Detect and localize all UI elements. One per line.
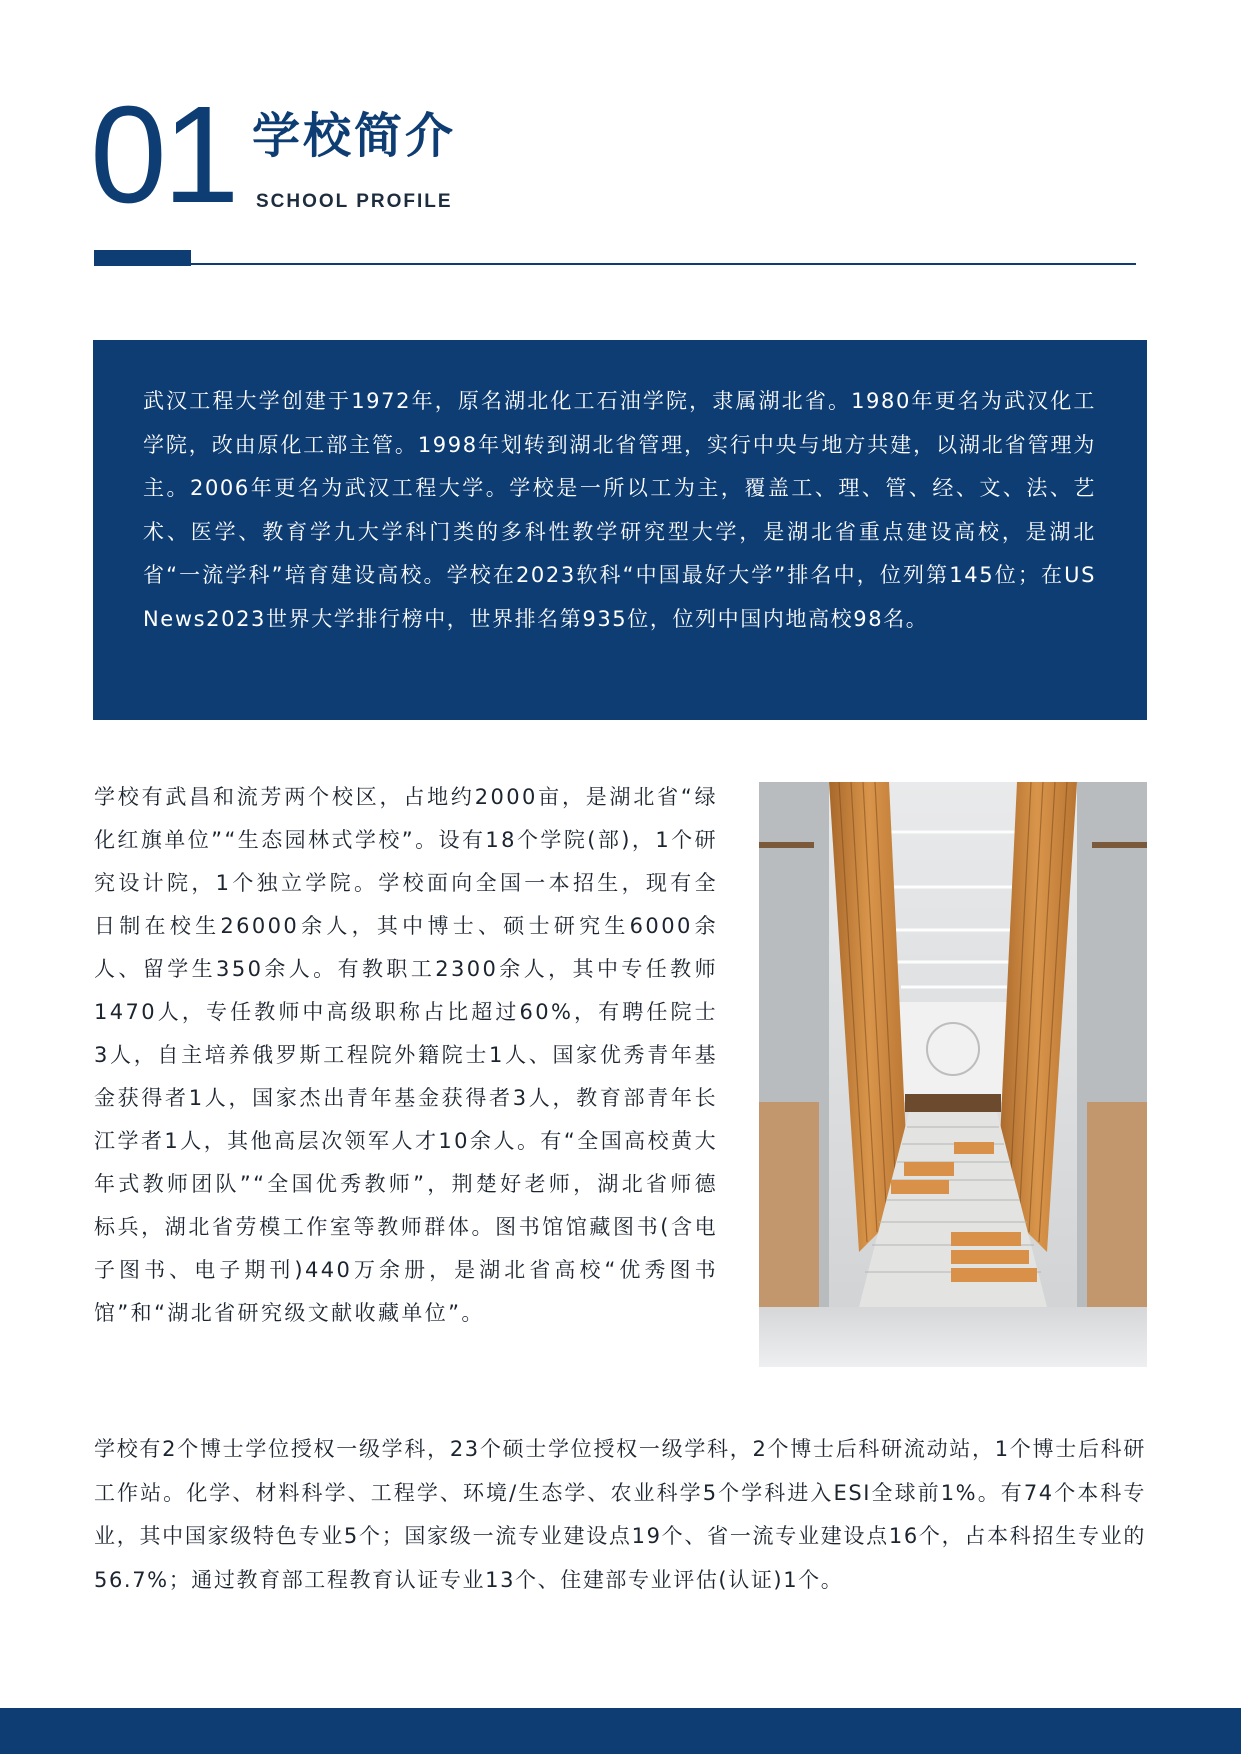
disciplines-paragraph: 学校有2个博士学位授权一级学科，23个硕士学位授权一级学科，2个博士后科研流动站，1个博士后科研工作站。化学、材料科学、工程学、环境/生态学、农业科学5个学科进入ESI全球前1%。有74个本科专业，其中国家级特色专业5个；国家级一流专业建设点19个、省一流专业建设点16个，占本科招生专业的56.7%；通过教育部工程教育认证专业13个、住建部专业评估(认证)1个。	[94, 1437, 1146, 1592]
campus-paragraph: 学校有武昌和流芳两个校区，占地约2000亩，是湖北省“绿化红旗单位”“生态园林式学校”。设有18个学院(部)，1个研究设计院，1个独立学院。学校面向全国一本招生，现有全日制在校生26000余人，其中博士、硕士研究生6000余人、留学生350余人。有教职工2300余人，其中专任教师1470人，专任教师中高级职称占比超过60%，有聘任院士3人，自主培养俄罗斯工程院外籍院士1人、国家优秀青年基金获得者1人，国家杰出青年基金获得者3人，教育部青年长江学者1人，其他高层次领军人才10余人。有“全国高校黄大年式教师团队”“全国优秀教师”，荆楚好老师，湖北省师德标兵，湖北省劳模工作室等教师群体。图书馆馆藏图书(含电子图书、电子期刊)440万余册，是湖北省高校“优秀图书馆”和“湖北省研究级文献收藏单位”。	[94, 785, 718, 1325]
section-subtitle: SCHOOL PROFILE	[256, 191, 453, 212]
campus-photo	[759, 782, 1147, 1367]
footer-bar	[0, 1708, 1241, 1754]
section-number: 01	[90, 78, 236, 232]
section-title: 学校简介	[252, 108, 457, 164]
intro-paragraph: 武汉工程大学创建于1972年，原名湖北化工石油学院，隶属湖北省。1980年更名为武汉化工学院，改由原化工部主管。1998年划转到湖北省管理，实行中央与地方共建，以湖北省管理为主。2006年更名为武汉工程大学。学校是一所以工为主，覆盖工、理、管、经、文、法、艺术、医学、教育学九大学科门类的多科性教学研究型大学，是湖北省重点建设高校，是湖北省“一流学科”培育建设高校。学校在2023软科“中国最好大学”排名中，位列第145位；在US News2023世界大学排行榜中，世界排名第935位，位列中国内地高校98名。	[143, 389, 1096, 631]
header-divider	[94, 263, 1136, 265]
intro-panel	[93, 340, 1147, 720]
